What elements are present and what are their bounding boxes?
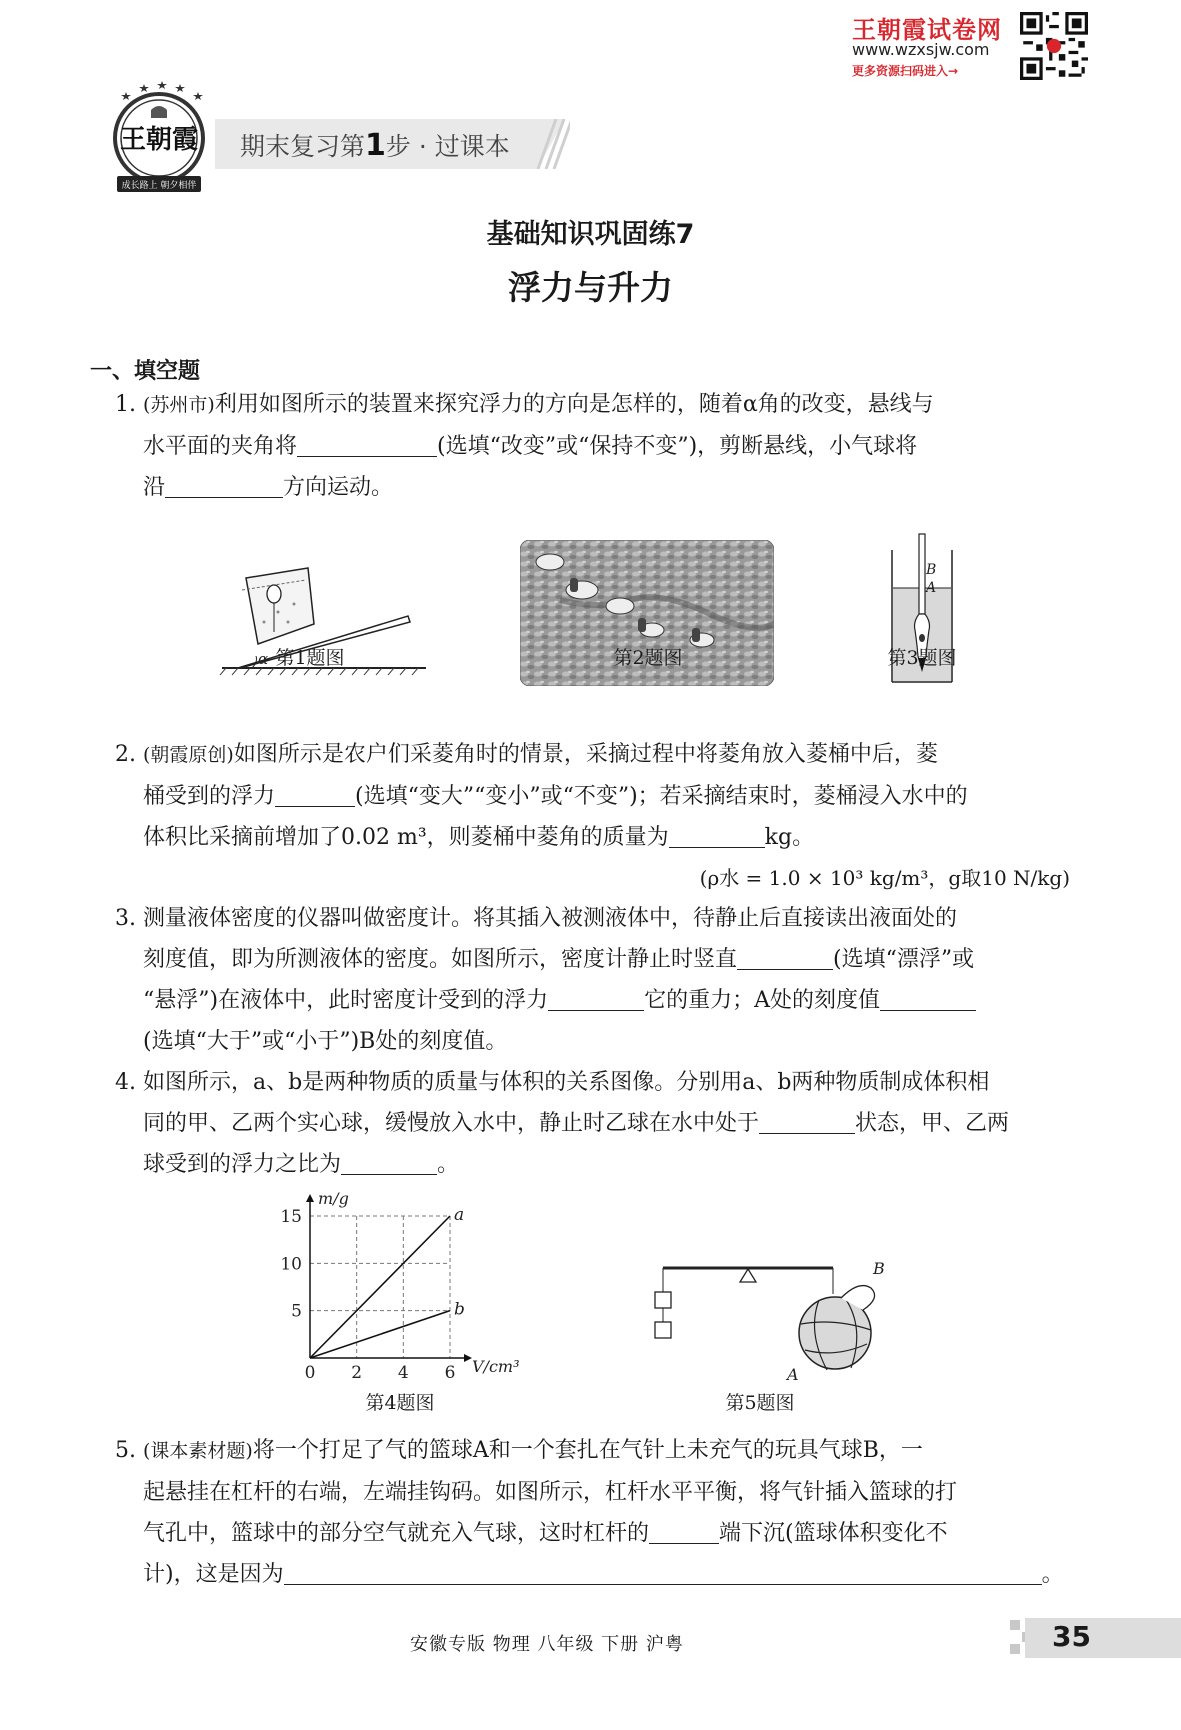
question-text: 如图所示是农户们采菱角时的情景，采摘过程中将菱角放入菱桶中后，菱 — [233, 742, 938, 767]
question-text: 测量液体密度的仪器叫做密度计。将其插入被测液体中，待静止后直接读出液面处的 — [143, 906, 958, 931]
answer-blank[interactable] — [341, 1152, 437, 1175]
brand-badge-logo — [103, 80, 215, 205]
question-text: kg。 — [764, 825, 815, 850]
figure-5-caption: 第5题图 — [725, 1392, 795, 1414]
label-a: A — [926, 580, 937, 596]
question-text: 气孔中，篮球中的部分空气就充入气球，这时杠杆的 — [143, 1521, 650, 1546]
answer-blank[interactable] — [548, 988, 644, 1011]
question-5 — [115, 1430, 1070, 1595]
header-step-number: 1 — [365, 128, 386, 163]
y-tick-label: 15 — [280, 1207, 302, 1227]
question-number: 3. — [115, 906, 136, 931]
question-text: 将一个打足了气的篮球A和一个套扎在气针上未充气的玩具气球B，一 — [252, 1438, 923, 1463]
y-tick-label: 10 — [280, 1254, 302, 1275]
x-axis-arrow — [464, 1354, 472, 1362]
question-text: 起悬挂在杠杆的右端，左端挂钩码。如图所示，杠杆水平平衡，将气针插入篮球的打 — [143, 1480, 958, 1505]
question-text: 。 — [437, 1152, 460, 1177]
answer-blank[interactable] — [737, 947, 833, 970]
figure-3-caption: 第3题图 — [887, 647, 957, 669]
hook-weight — [655, 1292, 671, 1308]
angle-label: α — [258, 650, 269, 668]
question-text: 利用如图所示的装置来探究浮力的方向是怎样的，随着α角的改变，悬线与 — [214, 392, 934, 417]
question-text: (选填“改变”或“保持不变”)，剪断悬线，小气球将 — [437, 434, 918, 459]
header-pre: 期末复习第 — [240, 132, 366, 161]
question-number: 4. — [115, 1070, 136, 1095]
question-3 — [115, 898, 1070, 1062]
page-subtitle: 浮力与升力 — [508, 268, 673, 307]
question-text: “悬浮”)在液体中，此时密度计受到的浮力 — [143, 988, 549, 1013]
header-step-label — [240, 127, 510, 163]
label-a: A — [787, 1365, 799, 1384]
question-text: 如图所示，a、b是两种物质的质量与体积的关系图像。分别用a、b两种物质制成体积相 — [143, 1070, 990, 1095]
question-text: 计)，这是因为 — [143, 1562, 284, 1587]
question-text: 状态，甲、乙两 — [855, 1111, 1010, 1136]
badge-name: 王朝霞 — [119, 125, 199, 155]
question-text: (选填“大于”或“小于”)B处的刻度值。 — [143, 1029, 508, 1054]
y-tick-label: 5 — [291, 1301, 302, 1322]
figure-4-caption: 第4题图 — [365, 1392, 435, 1414]
series-label-a: a — [454, 1205, 465, 1225]
x-tick-label: 2 — [351, 1363, 363, 1383]
hook-weight — [655, 1322, 671, 1338]
question-text: (选填“变大”“变小”或“不变”)；若采摘结束时，菱桶浸入水中的 — [355, 784, 968, 809]
question-1 — [115, 384, 1070, 508]
question-text: 端下沉(篮球体积变化不 — [719, 1521, 948, 1546]
section-heading: 一、填空题 — [90, 359, 201, 384]
label-b: B — [873, 1259, 885, 1278]
x-tick-label: 4 — [397, 1363, 409, 1383]
question-text: 体积比采摘前增加了0.02 m³，则菱桶中菱角的质量为 — [143, 825, 669, 850]
label-b: B — [926, 562, 937, 578]
answer-blank[interactable] — [284, 1562, 1042, 1585]
answer-blank[interactable] — [880, 988, 976, 1011]
series-line-b — [310, 1311, 450, 1358]
question-text: 桶受到的浮力 — [143, 784, 276, 809]
answer-blank[interactable] — [297, 434, 437, 457]
question-text: 它的重力；A处的刻度值 — [644, 988, 880, 1013]
badge-motto: 成长路上 朝夕相伴 — [121, 181, 197, 191]
question-text: (选填“漂浮”或 — [833, 947, 975, 972]
question-text: 刻度值，即为所测液体的密度。如图所示，密度计静止时竖直 — [143, 947, 738, 972]
answer-blank[interactable] — [669, 825, 765, 848]
question-text: 水平面的夹角将 — [143, 434, 298, 459]
y-axis-arrow — [306, 1194, 314, 1202]
question-4 — [115, 1062, 1070, 1185]
figure-2-caption: 第2题图 — [613, 647, 683, 669]
question-number: 1. — [115, 392, 136, 417]
series-label-b: b — [454, 1299, 465, 1320]
answer-blank[interactable] — [165, 475, 283, 498]
figure-1-caption: 第1题图 — [275, 647, 345, 669]
footer-edition: 安徽专版 物理 八年级 下册 沪粤 — [410, 1634, 684, 1655]
series-line-a — [310, 1216, 450, 1358]
x-axis-label: V/cm³ — [472, 1357, 520, 1376]
footer-decoration — [1010, 1620, 1020, 1630]
brand-name: 王朝霞试卷网 — [852, 16, 1002, 44]
qr-code-icon[interactable] — [1020, 12, 1088, 80]
question-text: 沿 — [143, 475, 166, 500]
header-post: 步 · 过课本 — [385, 132, 510, 161]
header-stripes-decoration — [528, 119, 570, 169]
x-tick-label: 6 — [444, 1363, 456, 1383]
question-2 — [115, 734, 1070, 899]
question-text: 球受到的浮力之比为 — [143, 1152, 342, 1177]
page-title: 基础知识巩固练7 — [486, 219, 695, 250]
question-number: 5. — [115, 1438, 136, 1463]
page-number-box — [1025, 1618, 1181, 1658]
figure-5-lever-diagram — [645, 1258, 895, 1386]
question-source: (苏州市) — [143, 394, 215, 416]
question-text: 同的甲、乙两个实心球，缓慢放入水中，静止时乙球在水中处于 — [143, 1111, 760, 1136]
brand-scan-text: 更多资源扫码进入→ — [852, 64, 959, 78]
y-axis-label: m/g — [318, 1189, 349, 1208]
question-source: (朝霞原创) — [143, 744, 234, 766]
question-source: (课本素材题) — [143, 1440, 253, 1462]
figure-4-mass-volume-chart — [270, 1186, 530, 1386]
footer-decoration — [1010, 1644, 1020, 1654]
brand-url[interactable]: www.wzxsjw.com — [852, 40, 990, 59]
question-text: 方向运动。 — [283, 475, 394, 500]
answer-blank[interactable] — [275, 784, 355, 807]
answer-blank[interactable] — [649, 1521, 719, 1544]
question-number: 2. — [115, 742, 136, 767]
page-number: 35 — [1052, 1620, 1091, 1653]
question-text: 。 — [1041, 1562, 1064, 1587]
question-note: (ρ水 = 1.0 × 10³ kg/m³，g取10 N/kg) — [699, 866, 1070, 890]
x-tick-label: 0 — [304, 1363, 316, 1383]
answer-blank[interactable] — [759, 1111, 855, 1134]
